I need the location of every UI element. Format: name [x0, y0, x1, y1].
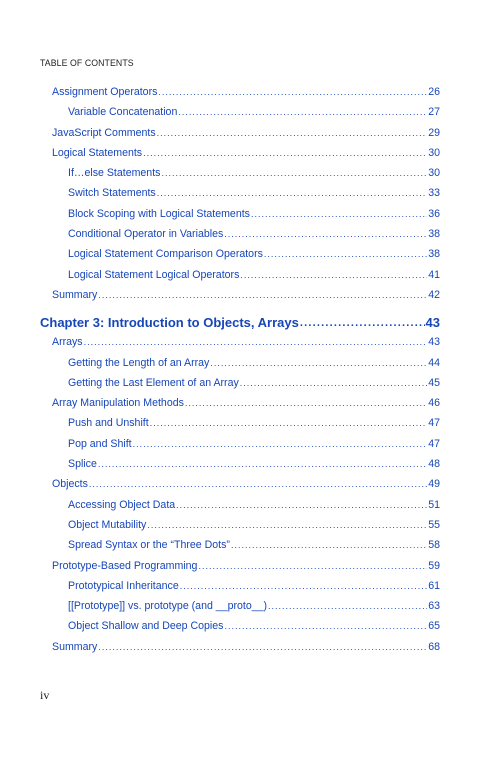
toc-entry[interactable] — [40, 377, 440, 397]
toc-entry[interactable] — [40, 539, 440, 559]
toc-entry[interactable] — [40, 336, 440, 356]
toc-entry-title: Getting the Last Element of an Array — [68, 376, 239, 389]
toc-entry-page-number: 26 — [428, 86, 440, 98]
toc-entry-title: Spread Syntax or the “Three Dots” — [68, 539, 230, 552]
toc-entry-page-number: 47 — [428, 417, 440, 430]
toc-entry[interactable] — [40, 641, 440, 661]
toc-entry-page-number: 55 — [428, 518, 440, 531]
toc-entry-page-number: 38 — [428, 228, 440, 241]
dot-leader — [98, 290, 427, 300]
toc-entry[interactable] — [40, 269, 440, 289]
toc-entry-title: Object Mutability — [68, 518, 147, 531]
toc-entry-title: Block Scoping with Logical Statements — [68, 207, 250, 220]
toc-entry-page-number: 47 — [428, 437, 440, 450]
toc-entry-page-number: 63 — [428, 600, 440, 613]
toc-entry-page-number: 29 — [428, 126, 440, 139]
toc-entry-page-number: 36 — [428, 207, 440, 220]
toc-entry-page-number: 49 — [428, 478, 440, 491]
toc-entry-title: Arrays — [52, 336, 83, 349]
toc-entry-page-number: 30 — [428, 146, 440, 159]
toc-chapter-entry[interactable] — [40, 309, 440, 336]
toc-entry-page-number: 30 — [428, 167, 440, 180]
dot-leader — [198, 561, 427, 571]
dot-leader — [143, 148, 427, 158]
toc-entry-title: Pop and Shift — [68, 437, 132, 450]
toc-entry-page-number: 65 — [428, 620, 440, 633]
dot-leader — [210, 358, 427, 368]
toc-entry-page-number: 46 — [428, 397, 440, 410]
toc-entry[interactable] — [40, 167, 440, 187]
dot-leader — [157, 188, 427, 198]
toc-entry-title: Logical Statement Logical Operators — [68, 268, 240, 281]
dot-leader — [150, 418, 428, 428]
toc-entry-page-number: 43 — [425, 315, 440, 331]
toc-entry-page-number: 48 — [428, 458, 440, 471]
dot-leader — [240, 270, 427, 280]
toc-entry[interactable] — [40, 600, 440, 620]
toc-entry[interactable] — [40, 357, 440, 377]
toc-entry-title: JavaScript Comments — [52, 126, 156, 139]
running-head: TABLE OF CONTENTS — [40, 58, 134, 69]
toc-entry[interactable] — [40, 187, 440, 207]
toc-entry[interactable] — [40, 560, 440, 580]
toc-entry-title: [[Prototype]] vs. prototype (and __proto__) — [68, 600, 268, 613]
toc-entry[interactable] — [40, 86, 440, 106]
dot-leader — [185, 398, 427, 408]
toc-entry-title: Chapter 3: Introduction to Objects, Arrays — [40, 315, 299, 331]
toc-entry[interactable] — [40, 289, 440, 309]
toc-entry[interactable] — [40, 228, 440, 248]
toc-entry[interactable] — [40, 417, 440, 437]
dot-leader — [133, 439, 428, 449]
dot-leader — [268, 601, 427, 611]
dot-leader — [240, 378, 427, 388]
toc-entry-title: Objects — [52, 478, 88, 491]
toc-entry-page-number: 33 — [428, 187, 440, 200]
dot-leader — [98, 642, 427, 652]
dot-leader — [176, 500, 427, 510]
toc-entry-title: Summary — [52, 288, 98, 301]
toc-entry-title: Array Manipulation Methods — [52, 397, 184, 410]
toc-entry[interactable] — [40, 106, 440, 126]
toc-entry-title: Variable Concatenation — [68, 106, 178, 119]
toc-entry-page-number: 43 — [428, 336, 440, 349]
page-folio: iv — [40, 688, 50, 702]
dot-leader — [264, 249, 427, 259]
dot-leader — [89, 479, 427, 489]
toc-entry-title: Push and Unshift — [68, 417, 149, 430]
dot-leader — [157, 128, 428, 138]
dot-leader — [300, 317, 425, 329]
dot-leader — [224, 621, 427, 631]
toc-entry-page-number: 59 — [428, 559, 440, 572]
toc-entry[interactable] — [40, 499, 440, 519]
toc-entry[interactable] — [40, 208, 440, 228]
dot-leader — [251, 209, 427, 219]
toc-entry-page-number: 58 — [428, 539, 440, 552]
toc-entry[interactable] — [40, 478, 440, 498]
toc-entry-title: Prototype-Based Programming — [52, 559, 198, 572]
toc-entry-title: If…else Statements — [68, 167, 161, 180]
toc-entry-title: Splice — [68, 458, 97, 471]
toc-entry[interactable] — [40, 519, 440, 539]
dot-leader — [231, 540, 427, 550]
toc-entry-page-number: 41 — [428, 268, 440, 281]
dot-leader — [178, 107, 427, 117]
toc-entry-page-number: 42 — [428, 288, 440, 301]
toc-entry-title: Logical Statement Comparison Operators — [68, 248, 263, 261]
toc-entry-title: Conditional Operator in Variables — [68, 228, 224, 241]
dot-leader — [161, 168, 427, 178]
toc-entry-title: Assignment Operators — [52, 86, 158, 98]
dot-leader — [180, 581, 427, 591]
dot-leader — [147, 520, 427, 530]
toc-entry-title: Accessing Object Data — [68, 498, 176, 511]
toc-entry-page-number: 68 — [428, 640, 440, 653]
dot-leader — [224, 229, 427, 239]
toc-entry-page-number: 45 — [428, 376, 440, 389]
toc-entry[interactable] — [40, 620, 440, 640]
toc-entry-title: Prototypical Inheritance — [68, 579, 179, 592]
toc-entry-page-number: 51 — [428, 498, 440, 511]
toc-entry[interactable] — [40, 147, 440, 167]
dot-leader — [98, 459, 427, 469]
toc-entry-page-number: 61 — [428, 579, 440, 592]
toc-entry-page-number: 27 — [428, 106, 440, 119]
toc-entry[interactable] — [40, 248, 440, 268]
toc-entry-page-number: 38 — [428, 248, 440, 261]
toc-entry-title: Logical Statements — [52, 146, 143, 159]
toc-entry[interactable] — [40, 127, 440, 147]
toc-entry-title: Object Shallow and Deep Copies — [68, 620, 224, 633]
toc-entry[interactable] — [40, 438, 440, 458]
toc-entry[interactable] — [40, 458, 440, 478]
toc-entry-title: Switch Statements — [68, 187, 156, 200]
toc-entry[interactable] — [40, 580, 440, 600]
toc-entry-title: Getting the Length of an Array — [68, 356, 210, 369]
dot-leader — [158, 87, 427, 97]
toc-entry[interactable] — [40, 397, 440, 417]
table-of-contents — [40, 86, 440, 661]
dot-leader — [84, 337, 428, 347]
toc-entry-title: Summary — [52, 640, 98, 653]
toc-entry-page-number: 44 — [428, 356, 440, 369]
